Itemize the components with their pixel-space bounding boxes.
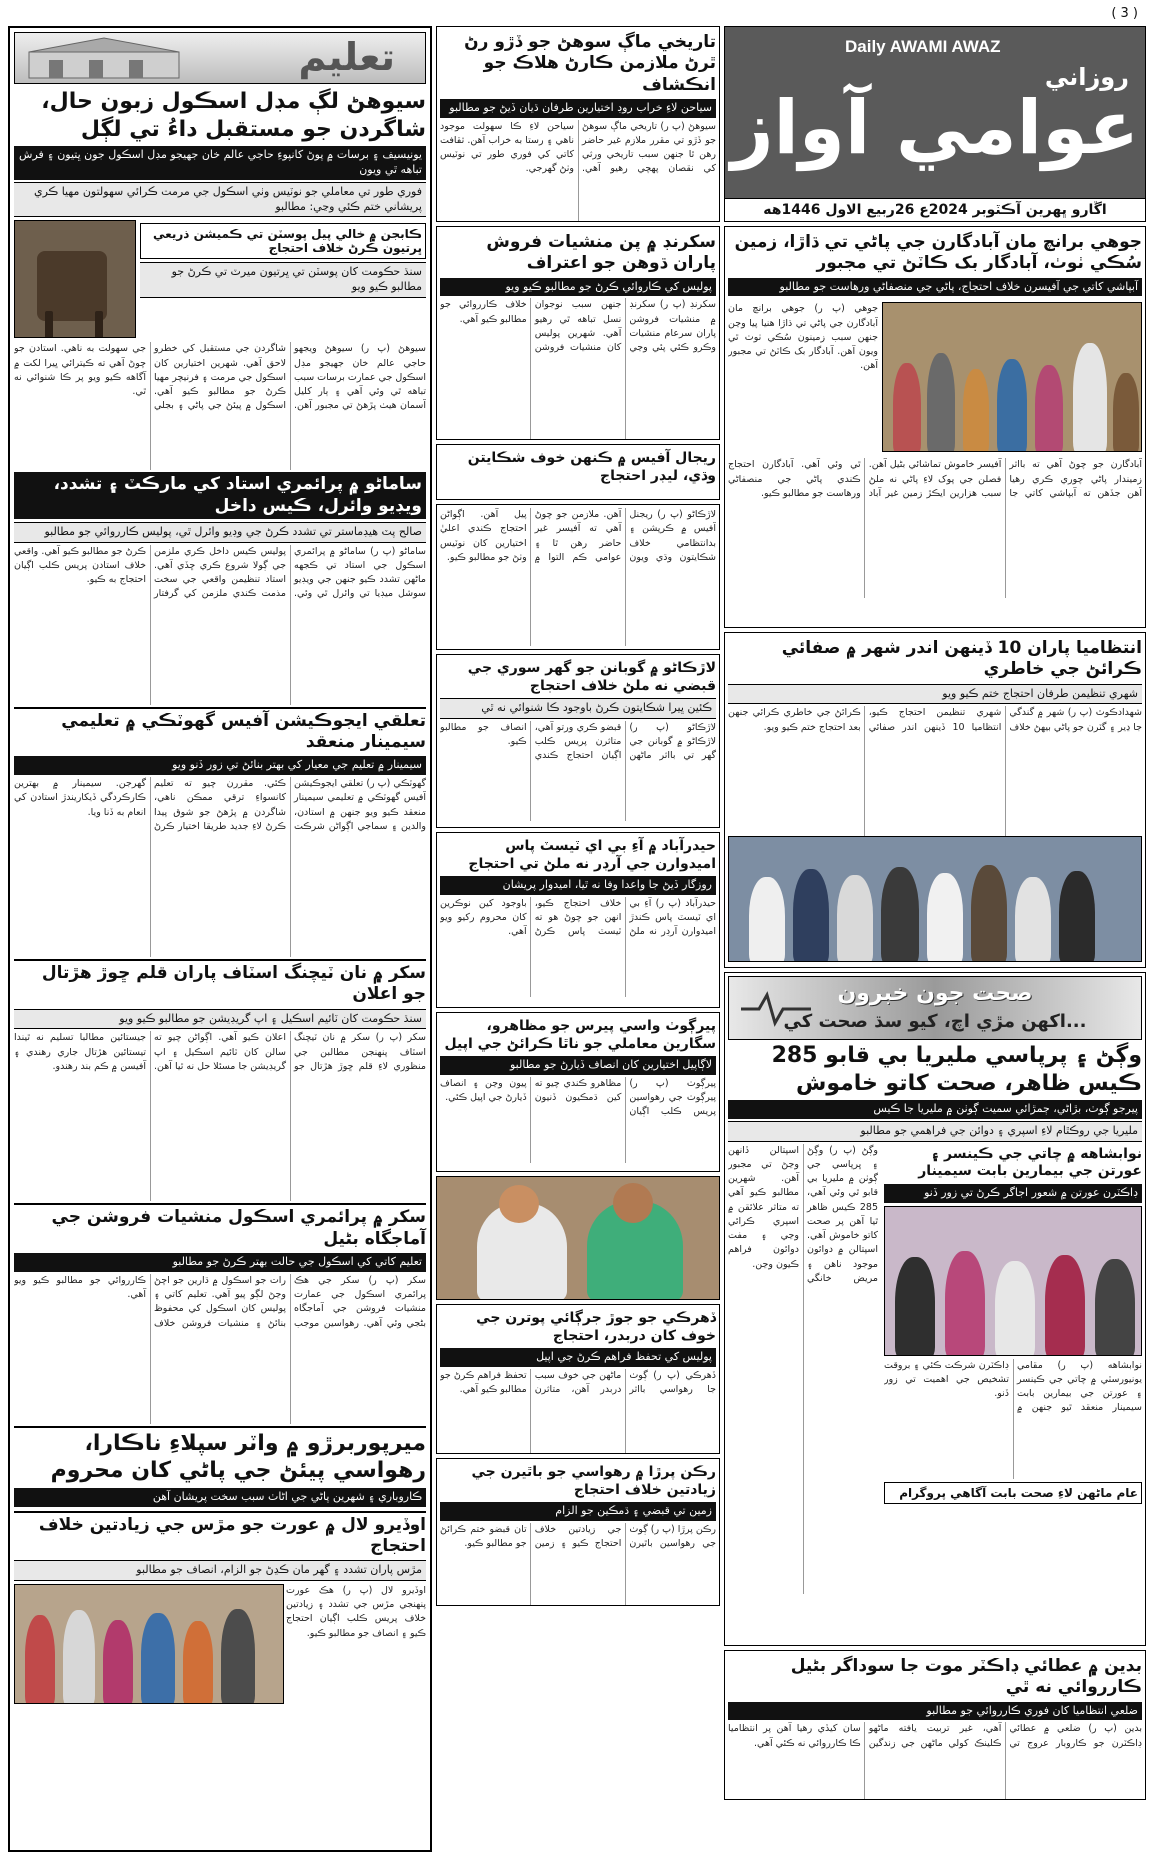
right-column (724, 26, 1146, 1852)
classroom-illustration (19, 34, 189, 82)
article-text: سکر (پ ر) سکر جي هڪ پرائمري اسڪول جي عمارت منشيات فروشن جي آماجگاه بڻجي وئي آهي. رهواسين موجب رات جو اسڪول ۾ ڌارين جو اچڻ وڃڻ لڳو پيو آهي. تعليم کاتي ۽ پوليس کان اسڪول کي محفوظ بنائڻ ۽ منشيات فروشن خلاف ڪارروائي جو مطالبو ڪيو ويو آهي. (14, 1274, 426, 1329)
headline: وڳڻ ۽ پرپاسي مليريا بي قابو 285 ڪيس ظاهر، صحت کاتو خاموش (771, 1043, 1142, 1096)
article-text: اوڏيرو لال (پ ر) هڪ عورت پنهنجي مڙس جي تشدد ۽ زيادتين خلاف پريس ڪلب اڳيان احتجاج ڪيو ۽ انصاف جو مطالبو ڪيو. (286, 1584, 426, 1639)
subheadline: ڪاروباري ۽ شهرين پاڻي جي اڻاٺ سبب سخت پريشان آهن (14, 1488, 426, 1507)
subheadline: شهري تنظيمن طرفان احتجاج ختم ڪيو ويو (728, 684, 1142, 705)
two-men-photo (436, 1176, 720, 1300)
headline: ساماڻو ۾ پرائمري استاد کي مارڪٽ ۽ تشدد، ويڊيو وائرل، ڪيس داخل (14, 472, 426, 519)
article-text: بدين (پ ر) ضلعي ۾ عطائي ڊاڪٽرن جو ڪاروبار عروج تي آهي، غير تربيت يافته ماڻهو ڪلينڪ کولي ماڻهن جي زندگين سان کيڏي رهيا آهن پر انتظاميا ڪا ڪارروائي نه ڪئي آهي. (728, 1723, 1142, 1749)
article-text: نوابشاهه (پ ر) مقامي يونيورسٽي ۾ چاتي جي ڪينسر ۽ عورتن جي بيمارين بابت سيمينار منعقد ٿيو جنهن ۾ ڊاڪٽرن شرڪت ڪئي ۽ بروقت تشخيص جي اهميت تي زور ڏنو. (884, 1359, 1142, 1414)
story-body (728, 298, 1142, 598)
story-block (724, 632, 1146, 968)
headline: ريجال آفيس ۾ ڪنهن خوف شڪايتن وڌي، ليڊر احتجاج (467, 450, 716, 484)
article-text: گهوٽڪي (پ ر) تعلقي ايجوڪيشن آفيس گهوٽڪي ۾ تعليمي سيمينار منعقد ڪيو ويو جنهن ۾ استادن، والدين ۽ سماجي اڳواڻن شرڪت ڪئي. مقررن چيو ته تعليم کانسواءِ ترقي ممڪن ناهي، شاگردن ۾ پڙهڻ جو شوق پيدا ڪرڻ لاءِ جديد طريقا اختيار ڪرڻ گهرجن. سيمينار ۾ بهترين ڪارڪردگي ڏيکاريندڙ استادن کي انعام به ڏنا ويا. (14, 778, 426, 832)
protest-crowd-photo (728, 836, 1142, 962)
subheadline: روزگار ڏيڻ جا واعدا وفا نه ٿيا، اميدوار پريشان (440, 876, 716, 895)
villagers-photo (882, 302, 1142, 452)
story-block (436, 444, 720, 500)
subheadline: پيرجو ڳوٺ، بڙاڻي، ڄمڙائي سميت ڳوٺن ۾ مليريا جا ڪيس (728, 1100, 1142, 1119)
masthead-date: اڱارو ڀهرين آڪٽوبر 2024ع 26ربيع الاول 1446هه (725, 198, 1145, 221)
masthead (724, 26, 1146, 222)
story-block (436, 1304, 720, 1454)
story-block (436, 654, 720, 828)
story-block (436, 1012, 720, 1172)
story-block (436, 226, 720, 440)
headline: سکر ۾ نان ٽيچنگ اسٽاف پاران قلم ڇوڙ هڙتال جو اعلان (14, 959, 426, 1006)
article-text: سکرنڊ (پ ر) سکرنڊ ۾ منشيات فروشن پاران سرعام منشيات وڪرو ڪئي پئي وڃي جنهن سبب نوجوان نسل تباهه ٿي رهيو آهي. شهرين پوليس کان منشيات فروشن خلاف ڪارروائي جو مطالبو ڪيو آهي. (440, 299, 716, 354)
subheadline: پوليس کي ڪاروائي ڪرڻ جو مطالبو ڪيو ويو (440, 278, 716, 297)
health-banner (728, 976, 1142, 1040)
masthead-daily-label: روزاني (1044, 63, 1129, 91)
subheadline: سيمينار ۾ تعليم جي معيار کي بهتر بنائڻ تي زور ڏنو ويو (14, 756, 426, 775)
story-body (728, 1144, 1142, 1604)
headline: پيرڳوٺ واسي پيرس جو مظاهرو، سگارين معاملي جو ناٿا ڪرائڻ جي اپيل (444, 1018, 716, 1052)
headline: سکر ۾ پرائمري اسڪول منشيات فروشن جي آماجگاه بڻيل (14, 1203, 426, 1250)
headline: انتظاميا پاران 10 ڏينهن اندر شهر ۾ صفائي ڪرائڻ جي خاطري (781, 638, 1142, 680)
subheadline: ڪئين ڀيرا شڪايتون ڪرڻ باوجود ڪا شنوائي نه ٿي (440, 698, 716, 719)
subheadline: ڊاڪٽرن عورتن ۾ شعور اجاگر ڪرڻ تي زور ڏنو (884, 1184, 1142, 1203)
article-text: شهدادڪوٽ (پ ر) شهر ۾ گندگي جا ڍير ۽ گٽرن جو پاڻي بيهڻ خلاف شهري تنظيمن احتجاج ڪيو، انتظاميا 10 ڏينهن اندر صفائي ڪرائڻ جي خاطري ڪرائي جنهن بعد احتجاج ختم ڪيو ويو. (728, 707, 1142, 733)
subheadline: لاڳاپيل اختيارين کان انصاف ڏيارڻ جو مطالبو (440, 1056, 716, 1075)
headline: نوابشاهه ۾ چاتي جي ڪينسر ۽ عورتن جي بيمارين بابت سيمينار (918, 1145, 1142, 1180)
subheadline: تعليم کاتي کي اسڪول جي حالت بهتر ڪرڻ جو مطالبو (14, 1253, 426, 1272)
headline: ميرپوربرڙو ۾ واٽر سپلاءِ ناڪارا، رهواسي پيئڻ جي پاڻي کان محروم (14, 1426, 426, 1485)
headline: بدين ۾ عطائي ڊاڪٽر موت جا سوداگر بڻيل ڪارروائي نه ٿي (790, 1656, 1142, 1698)
headline: اوڏيرو لال ۾ عورت جو مڙس جي زيادتين خلاف احتجاج (14, 1511, 426, 1558)
headline: تعلقي ايجوڪيشن آفيس گهوٽڪي ۾ تعليمي سيمينار منعقد (14, 707, 426, 754)
story-block (724, 226, 1146, 628)
article-text: جوهي (پ ر) جوهي برانچ مان آبادگارن جي پاڻي تي ڌاڙا هنيا پيا وڃن جنهن سبب زمينون سُڪي ٺوٺ ٿي ويون آهن. آبادگار بک ڪاٽڻ تي مجبور آهن. (728, 303, 878, 372)
subheadline: سنڌ حڪومت کان پوسٽن تي ڀرتيون ميرٽ تي ڪرڻ جو مطالبو ڪيو ويو (140, 262, 426, 298)
article-text: ساماڻو (پ ر) ساماڻو ۾ پرائمري اسڪول جي استاد تي ڪجهه ماڻهن تشدد ڪيو جنهن جي ويڊيو سوشل ميڊيا تي وائرل ٿي وئي. پوليس ڪيس داخل ڪري ملزمن جي ڳولا شروع ڪري ڇڏي آهي. استاد تنظيمن واقعي جي سخت مذمت ڪندي ملزمن کي گرفتار ڪرڻ جو مطالبو ڪيو آهي. واقعي خلاف استادن پريس ڪلب اڳيان احتجاج به ڪيو. (14, 545, 426, 600)
headline: حيدرآباد ۾ آءِ بي اي ٽيسٽ پاس اميدوارن جي آرڊر نه ملڻ تي احتجاج (468, 838, 716, 872)
subheadline: يونيسيف ۽ برسات ۾ پوڻ کانپوءِ حاجي عالم خان جهيجو مڊل اسڪول جون ڀتيون ۽ فرش تباهه ٿي ويون (14, 146, 426, 180)
article-text: سيوھڻ (پ ر) سيوھڻ ويجهو حاجي عالم خان جهيجو مڊل اسڪول جي عمارت برسات سبب تباهه ٿي وئي آهي ۽ ٻار کليل آسمان هيٺ پڙهڻ تي مجبور آهن. شاگردن جي مستقبل کي خطرو لاحق آهي. شهرين اختيارين کان اسڪول جي مرمت ۽ فرنيچر مهيا ڪرڻ جو مطالبو ڪيو آهي. اسڪول ۾ پيئڻ جي پاڻي ۽ بجلي جي سهولت به ناهي. استادن جو چوڻ آهي ته ڪيترائي ڀيرا لکت ۾ آگاهه ڪيو ويو پر ڪا شنوائي نه ٿي. (14, 343, 426, 412)
health-section (724, 972, 1146, 1646)
article-text: ڏهرڪي (پ ر) ڳوٺ جا رهواسي بااثر ماڻهن جي خوف سبب دربدر آهن، متاثرن تحفظ فراهم ڪرڻ جو مطالبو ڪيو آهي. (440, 1369, 716, 1396)
broken-chair-photo (14, 220, 136, 338)
education-banner (14, 32, 426, 84)
headline: سکرنڊ ۾ پن منشيات فروش پاران ڌوهن جو اعتراف (486, 232, 716, 274)
subheadline: سنڌ حڪومت کان ٽائيم اسڪيل ۽ اپ گريڊيشن جو مطالبو ڪيو ويو (14, 1009, 426, 1030)
article-text: لاڙڪاڻو (پ ر) ريجنل آفيس ۾ ڪرپشن ۽ بدانتظامي خلاف شڪايتون وڌي ويون آهن. ملازمن جو چوڻ آهي ته آفيسر غير حاضر رهن ٿا ۽ عوامي ڪم التوا ۾ پيل آهن. اڳواڻن احتجاج ڪندي اعليٰ اختيارين کان نوٽيس وٺڻ جو مطالبو ڪيو. (440, 509, 716, 563)
middle-column (436, 26, 720, 1852)
headline: ڏهرڪي جو جوڙ جرڳائي پوترن جي خوف کان دربدر، احتجاج (476, 1310, 716, 1344)
story-block (724, 1650, 1146, 1800)
article-text: سکر (پ ر) سکر ۾ نان ٽيچنگ اسٽاف پنهنجن مطالبن جي منظوري لاءِ قلم ڇوڙ هڙتال جو اعلان ڪيو آهي. اڳواڻن چيو ته سالن کان ٽائيم اسڪيل ۽ اپ گريڊيشن جا مسئلا حل نه ٿيا آهن. جيستائين مطالبا تسليم نه ٿيندا تيستائين هڙتال جاري رهندي ۽ آفيسن ۾ ڪم بند رهندو. (14, 1032, 426, 1072)
subheadline: سياحن لاءِ خراب روڊ اختيارين طرفان ڌيان ڏيڻ جو مطالبو (440, 99, 716, 118)
article-text: وڳڻ (پ ر) وڳڻ ۽ ڀرپاسي جي ڳوٺن ۾ مليريا بي قابو ٿي وئي آهي، 285 ڪيس ظاهر ٿيا آهن پر صحت کاتو خاموش آهي. اسپتالن ۾ دوائون موجود ناهن ۽ مريض خانگي اسپتالن ڏانهن وڃڻ تي مجبور آهن. شهرين مطالبو ڪيو آهي ته متاثر علائقن ۾ اسپري ڪرائي وڃي ۽ مفت دوائون فراهم ڪيون وڃن. (728, 1144, 878, 1284)
headline: ڪابجن ۾ خالي پيل پوسٽن تي ڪميشن ذريعي ڀرتيون ڪرڻ خلاف احتجاج (140, 223, 426, 259)
story-block (436, 832, 720, 1008)
seminar-photo (884, 1206, 1142, 1356)
article-text: رڪن پرڙا (پ ر) ڳوٺ جي رهواسين باٿيرن جي زيادتين خلاف احتجاج ڪيو ۽ زمين تان قبضو ختم ڪرائڻ جو مطالبو ڪيو. (440, 1523, 716, 1550)
masthead-english-title: Daily AWAMI AWAZ (845, 37, 1001, 56)
subheadline: ضلعي انتظاميا کان فوري ڪارروائي جو مطالبو (728, 1702, 1142, 1721)
subheadline: صالح پٽ هيڊماستر تي تشدد ڪرڻ جي وڊيو وائرل ٿي، پوليس ڪارروائي جو مطالبو (14, 522, 426, 543)
newspaper-page (4, 4, 1146, 1856)
article-text: حيدرآباد (پ ر) آءِ بي اي ٽيسٽ پاس ڪندڙ اميدوارن آرڊر نه ملڻ خلاف احتجاج ڪيو، انهن جو چوڻ هو ته ٽيسٽ پاس ڪرڻ باوجود کين نوڪرين کان محروم رکيو ويو آهي. (440, 897, 716, 938)
subheadline: آبپاشي کاتي جي آفيسرن خلاف احتجاج، پاڻي جي منصفاڻي ورهاست جو مطالبو (728, 278, 1142, 297)
subheadline: فوري طور تي معاملي جو نوٽيس وٺي اسڪول جي مرمت ڪرائي سهولتون مهيا ڪري پريشاني ختم ڪئي وڃي: مطالبو (14, 182, 426, 218)
headline: جوهي برانچ مان آبادگارن جي پاڻي تي ڌاڙا، زمين سُڪي ٺوٺ، آبادگار بک ڪاٽڻ تي مجبور (734, 232, 1142, 274)
subheadline: پوليس کي تحفظ فراهم ڪرڻ جي اپيل (440, 1348, 716, 1367)
masthead-title: عوامي آواز (730, 85, 1140, 171)
subheadline: مليريا جي روڪٿام لاءِ اسپري ۽ دوائن جي فراهمي جو مطالبو (728, 1121, 1142, 1142)
subheadline: مڙس پاران تشدد ۽ گھر مان ڪڍڻ جو الزام، انصاف جو مطالبو (14, 1560, 426, 1581)
story-block (436, 504, 720, 650)
education-section (8, 26, 432, 1852)
headline: عام ماڻهن لاءِ صحت بابت آگاهي پروگرام (884, 1482, 1142, 1504)
page-number: ( 3 ) (1111, 6, 1138, 21)
headline: تاريخي ماڳ سوهڻ جو ڏڙو رڻ ٿرڻ ملازمن ڪارڻ هلاڪ جو انڪشاف (464, 32, 716, 95)
article-text: آبادگارن جو چوڻ آهي ته بااثر زميندار پاڻي چوري ڪري رهيا آهن جڏهن ته آبپاشي کاتي جا آفيسر خاموش تماشائي بڻيل آهن. فصلن جي پوک لاءِ پاڻي نه ملڻ سبب هزارين ايڪڙ زمين غير آباد ٿي وئي آهي. آبادگارن احتجاج ڪندي پاڻي جي منصفاڻي ورهاست جو مطالبو ڪيو. (728, 459, 1142, 499)
article-text: لاڙڪاڻو (پ ر) لاڙڪاڻو ۾ گوبانن جي گهر تي بااثر ماڻهن قبضو ڪري ورتو آهي، متاثرن پريس ڪلب اڳيان احتجاج ڪندي انصاف جو مطالبو ڪيو. (440, 721, 716, 762)
protest-group-photo (14, 1584, 284, 1704)
story-block (436, 1458, 720, 1606)
headline: سيوھڻ لڳ مڊل اسڪول زبون حال، شاگردن جو مستقبل داءُ تي لڳل (41, 89, 426, 142)
story-block (14, 220, 426, 470)
headline: لاڙڪاڻو ۾ گوبانن جو گهر سوري جي قبضي نه ملڻ خلاف احتجاج (467, 660, 716, 694)
article-text: پيرڳوٺ (پ ر) پيرڳوٺ جي رهواسين پريس ڪلب اڳيان مظاهرو ڪندي چيو ته کين ڌمڪيون ڏنيون پيون وڃن ۽ انصاف ڏيارڻ جي اپيل ڪئي. (440, 1077, 716, 1118)
article-text: سيوھڻ (پ ر) تاريخي ماڳ سوهڻ جو ڏڙو تي مقرر ملازم غير حاضر رهن ٿا جنهن سبب تاريخي ورثي کي نقصان پهچي رهيو آهي. سياحن لاءِ ڪا سهولت موجود ناهي ۽ رستا به خراب آهن. ثقافت کاتي کي فوري طور تي نوٽيس وٺڻ گهرجي. (440, 120, 716, 175)
subheadline: زمين تي قبضي ۽ ڌمڪين جو الزام (440, 1502, 716, 1521)
education-banner-title: تعليم (298, 35, 395, 79)
story-block (14, 1584, 426, 1704)
health-banner-title: صحت جون خبرون (837, 981, 1033, 1006)
health-banner-subtitle: اکھن مڙي اچ، کيو سڌ صحت کي... (783, 1011, 1087, 1032)
story-block (436, 26, 720, 222)
headline: رڪن پرڙا ۾ رهواسي جو باٿيرن جي زيادتين خلاف احتجاج (471, 1464, 716, 1498)
seminar-story (884, 1144, 1142, 1507)
